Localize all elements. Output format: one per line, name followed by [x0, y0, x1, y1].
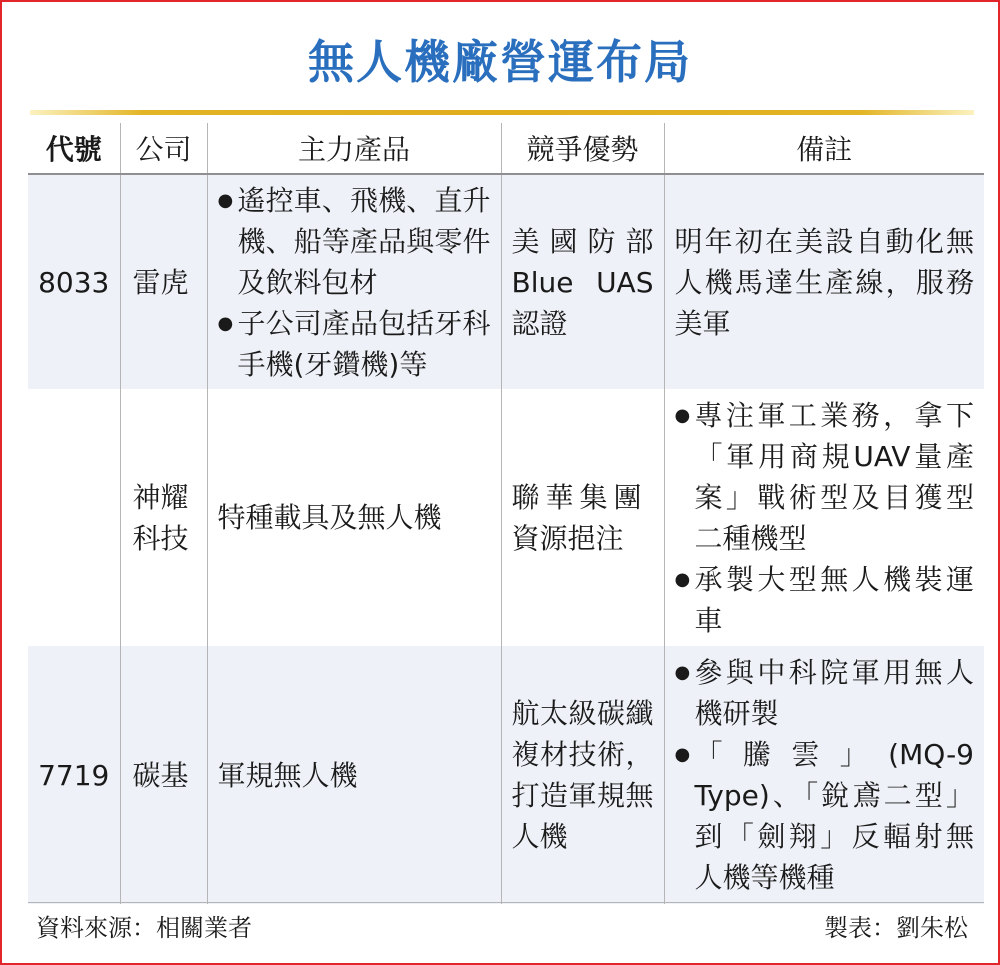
table-row	[28, 389, 984, 646]
cell-advantage: 航太級碳纖複材技術，打造軍規無人機	[501, 646, 664, 904]
list-item: ● 「騰雲」(MQ-9 Type)、「銳鳶二型」到「劍翔」反輻射無人機等機種	[675, 734, 985, 898]
cell-code: 7719	[28, 646, 120, 904]
table-row	[28, 174, 984, 389]
cell-notes	[664, 646, 984, 904]
cell-advantage	[501, 389, 664, 646]
table-row	[28, 646, 984, 904]
list-item: ● 參與中科院軍用無人機研製	[675, 652, 985, 734]
company-name: 神耀科技	[132, 480, 189, 555]
page-title: 無人機廠營運布局	[308, 35, 692, 89]
cell-notes	[664, 389, 984, 646]
cell-code	[28, 389, 120, 646]
credit-note: 製表：劉朱松	[824, 914, 968, 942]
cell-notes: 明年初在美設自動化無人機馬達生產線，服務美軍	[664, 174, 984, 389]
cell-company	[120, 389, 207, 646]
company-table	[28, 123, 984, 904]
cell-products	[207, 174, 501, 389]
cell-company: 雷虎	[120, 174, 207, 389]
cell-products: 特種載具及無人機	[207, 389, 501, 646]
header-company: 公司	[120, 123, 207, 174]
cell-advantage: 美國防部Blue UAS認證	[501, 174, 664, 389]
list-item: ● 子公司產品包括牙科手機(牙鑽機)等	[218, 303, 501, 385]
source-note: 資料來源：相關業者	[36, 914, 252, 942]
cell-products: 軍規無人機	[207, 646, 501, 904]
table-header-row	[28, 123, 984, 174]
list-item: ● 專注軍工業務，拿下「軍用商規UAV量產案」戰術型及目獲型二種機型	[675, 395, 985, 559]
cell-code: 8033	[28, 174, 120, 389]
title-divider	[30, 110, 974, 115]
header-advantage: 競爭優勢	[501, 123, 664, 174]
cell-company: 碳基	[120, 646, 207, 904]
table-bottom-rule	[28, 902, 984, 903]
header-products: 主力產品	[207, 123, 501, 174]
list-item: ● 承製大型無人機裝運車	[675, 559, 985, 641]
list-item: ● 遙控車、飛機、直升機、船等產品與零件及飲料包材	[218, 180, 501, 303]
header-notes: 備註	[664, 123, 984, 174]
header-code: 代號	[28, 123, 120, 174]
advantage-text: 聯華集團資源挹注	[511, 480, 642, 555]
